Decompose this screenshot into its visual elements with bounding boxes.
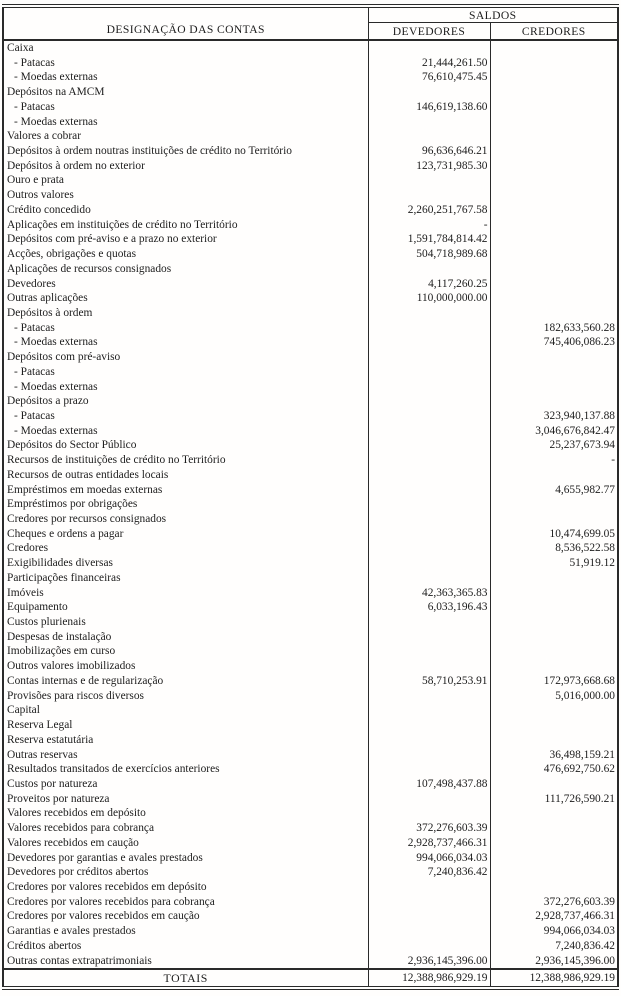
credores-value-cell (490, 291, 618, 306)
account-name-cell: Outros valores imobilizados (3, 659, 368, 674)
table-row (3, 40, 618, 56)
credores-value-cell (490, 380, 618, 395)
credores-value-cell: 745,406,086.23 (543, 336, 615, 349)
account-name-cell: Credores (3, 541, 368, 556)
table-row (3, 541, 618, 556)
account-name-cell: Custos plurienais (3, 615, 368, 630)
account-name-cell: Garantias e avales prestados (3, 924, 368, 939)
account-name-cell: Equipamento (3, 600, 368, 615)
account-name-cell: Recursos de instituições de crédito no Território (3, 453, 368, 468)
devedores-column-header: DEVEDORES (368, 23, 490, 41)
credores-value-cell: 372,276,603.39 (543, 895, 615, 908)
account-name-cell: Empréstimos por obrigações (3, 497, 368, 512)
credores-value-cell (490, 821, 618, 836)
credores-value-cell (490, 600, 618, 615)
account-name-cell: Depósitos na AMCM (3, 85, 368, 100)
credores-value-cell (490, 659, 618, 674)
devedores-value-cell (368, 512, 490, 527)
credores-value-cell: 4,655,982.77 (555, 483, 615, 496)
account-name-cell: Credores por valores recebidos para cobrança (3, 895, 368, 910)
table-row (3, 56, 618, 71)
account-name-cell: Recursos de outras entidades locais (3, 468, 368, 483)
account-name-cell: Crédito concedido (3, 203, 368, 218)
devedores-value-cell (368, 541, 490, 556)
account-name-cell: Ouro e prata (3, 173, 368, 188)
table-row (3, 571, 618, 586)
table-row (3, 232, 618, 247)
credores-value-cell: 5,016,000.00 (555, 689, 615, 702)
credores-value-cell (490, 836, 618, 851)
table-row (3, 291, 618, 306)
table-row (3, 880, 618, 895)
table-row (3, 394, 618, 409)
devedores-value-cell: 2,928,737,466.31 (368, 836, 490, 851)
credores-value-cell: 25,237,673.94 (549, 439, 615, 452)
credores-value-cell (490, 173, 618, 188)
table-header (3, 6, 618, 40)
credores-value-cell (490, 615, 618, 630)
totals-devedores-value: 12,388,986,929.19 (368, 969, 490, 988)
credores-value-cell (490, 777, 618, 792)
account-name-cell: - Patacas (3, 100, 368, 115)
devedores-value-cell: 76,610,475.45 (368, 70, 490, 85)
account-name-cell: Reserva Legal (3, 718, 368, 733)
devedores-value-cell: 4,117,260.25 (368, 277, 490, 292)
credores-value-cell (490, 733, 618, 748)
account-name-cell: Devedores (3, 277, 368, 292)
account-name-cell: Valores recebidos para cobrança (3, 821, 368, 836)
table-row (3, 644, 618, 659)
credores-value-cell (490, 100, 618, 115)
credores-value-cell (490, 277, 618, 292)
account-name-cell: Depósitos com pré-aviso (3, 350, 368, 365)
table-row (3, 70, 618, 85)
account-name-cell: Outras aplicações (3, 291, 368, 306)
account-name-cell: Provisões para riscos diversos (3, 689, 368, 704)
table-row (3, 144, 618, 159)
table-row (3, 954, 618, 970)
devedores-value-cell: 96,636,646.21 (368, 144, 490, 159)
table-row (3, 556, 618, 571)
account-name-cell: Depósitos com pré-aviso e a prazo no exterior (3, 232, 368, 247)
totals-label: TOTAIS (3, 969, 368, 988)
table-row (3, 689, 618, 704)
credores-value-cell (490, 247, 618, 262)
devedores-value-cell (368, 909, 490, 924)
table-row (3, 218, 618, 233)
credores-value-cell (490, 468, 618, 483)
devedores-value-cell: 504,718,989.68 (368, 247, 490, 262)
table-row (3, 188, 618, 203)
table-row (3, 600, 618, 615)
devedores-value-cell: 146,619,138.60 (368, 100, 490, 115)
account-name-cell: Aplicações em instituições de crédito no Território (3, 218, 368, 233)
credores-value-cell (490, 851, 618, 866)
credores-value-cell (490, 865, 618, 880)
table-row (3, 895, 618, 910)
account-name-cell: Imóveis (3, 586, 368, 601)
devedores-value-cell: 2,260,251,767.58 (368, 203, 490, 218)
credores-value-cell (490, 188, 618, 203)
devedores-value-cell (368, 615, 490, 630)
table-row (3, 409, 618, 424)
credores-value-cell (490, 56, 618, 71)
account-name-cell: Depósitos à ordem no exterior (3, 159, 368, 174)
table-row (3, 630, 618, 645)
table-row (3, 615, 618, 630)
table-row (3, 527, 618, 542)
table-row (3, 851, 618, 866)
table-row (3, 748, 618, 763)
account-name-cell: Proveitos por natureza (3, 792, 368, 807)
account-name-cell: Depósitos à ordem noutras instituições de crédito no Território (3, 144, 368, 159)
totals-row (3, 969, 618, 988)
credores-value-cell (490, 703, 618, 718)
table-row (3, 438, 618, 453)
table-row (3, 100, 618, 115)
table-row (3, 453, 618, 468)
account-name-cell: Empréstimos em moedas externas (3, 483, 368, 498)
table-row (3, 659, 618, 674)
credores-column-header: CREDORES (490, 23, 618, 41)
table-row (3, 836, 618, 851)
account-name-cell: Acções, obrigações e quotas (3, 247, 368, 262)
devedores-value-cell (368, 409, 490, 424)
devedores-value-cell: 7,240,836.42 (368, 865, 490, 880)
account-name-cell: Cheques e ordens a pagar (3, 527, 368, 542)
credores-value-cell: 7,240,836.42 (555, 939, 615, 952)
devedores-value-cell (368, 939, 490, 954)
devedores-value-cell: 123,731,985.30 (368, 159, 490, 174)
account-name-cell: Devedores por garantias e avales prestados (3, 851, 368, 866)
devedores-value-cell (368, 762, 490, 777)
table-row (3, 321, 618, 336)
devedores-value-cell (368, 40, 490, 56)
devedores-value-cell (368, 365, 490, 380)
devedores-value-cell: 42,363,365.83 (368, 586, 490, 601)
credores-value-cell (490, 806, 618, 821)
table-row (3, 806, 618, 821)
table-row (3, 85, 618, 100)
credores-value-cell (490, 365, 618, 380)
devedores-value-cell (368, 659, 490, 674)
credores-value-cell (490, 159, 618, 174)
table-row (3, 777, 618, 792)
devedores-value-cell (368, 556, 490, 571)
devedores-value-cell (368, 306, 490, 321)
credores-value-cell (490, 630, 618, 645)
credores-value-cell (490, 40, 618, 56)
devedores-value-cell: 107,498,437.88 (368, 777, 490, 792)
credores-value-cell (490, 571, 618, 586)
accounts-table (2, 4, 619, 990)
devedores-value-cell (368, 262, 490, 277)
credores-value-cell (490, 497, 618, 512)
credores-value-cell: 172,973,668.68 (543, 674, 615, 687)
devedores-value-cell (368, 880, 490, 895)
credores-value-cell: 111,726,590.21 (544, 792, 615, 805)
devedores-value-cell (368, 718, 490, 733)
table-row (3, 762, 618, 777)
designation-header: DESIGNAÇÃO DAS CONTAS (3, 6, 368, 40)
table-row (3, 380, 618, 395)
table-row (3, 483, 618, 498)
account-name-cell: Depósitos à ordem (3, 306, 368, 321)
account-name-cell: Valores recebidos em depósito (3, 806, 368, 821)
account-name-cell: Aplicações de recursos consignados (3, 262, 368, 277)
account-name-cell: Reserva estatutária (3, 733, 368, 748)
account-name-cell: Participações financeiras (3, 571, 368, 586)
account-name-cell: Credores por valores recebidos em caução (3, 909, 368, 924)
credores-value-cell: 10,474,699.05 (549, 527, 615, 540)
account-name-cell: - Moedas externas (3, 70, 368, 85)
devedores-value-cell (368, 748, 490, 763)
credores-value-cell (490, 85, 618, 100)
table-row (3, 335, 618, 350)
account-name-cell: Créditos abertos (3, 939, 368, 954)
devedores-value-cell (368, 792, 490, 807)
account-name-cell: - Patacas (3, 321, 368, 336)
devedores-value-cell (368, 424, 490, 439)
account-name-cell: Depósitos a prazo (3, 394, 368, 409)
devedores-value-cell (368, 571, 490, 586)
devedores-value-cell (368, 380, 490, 395)
table-row (3, 703, 618, 718)
devedores-value-cell (368, 85, 490, 100)
account-name-cell: Capital (3, 703, 368, 718)
table-row (3, 733, 618, 748)
devedores-value-cell: 994,066,034.03 (368, 851, 490, 866)
table-row (3, 586, 618, 601)
table-row (3, 924, 618, 939)
credores-value-cell: 3,046,676,842.47 (535, 424, 615, 437)
credores-value-cell: 2,928,737,466.31 (535, 910, 615, 923)
table-row (3, 718, 618, 733)
credores-value-cell (490, 262, 618, 277)
credores-value-cell (490, 144, 618, 159)
devedores-value-cell: 58,710,253.91 (368, 674, 490, 689)
account-name-cell: Custos por natureza (3, 777, 368, 792)
devedores-value-cell (368, 115, 490, 130)
accounts-body (3, 40, 618, 969)
devedores-value-cell (368, 689, 490, 704)
table-footer (3, 969, 618, 988)
table-row (3, 424, 618, 439)
devedores-value-cell (368, 350, 490, 365)
devedores-value-cell (368, 453, 490, 468)
account-name-cell: Imobilizações em curso (3, 644, 368, 659)
table-row (3, 939, 618, 954)
credores-value-cell (490, 232, 618, 247)
account-name-cell: - Moedas externas (3, 424, 368, 439)
account-name-cell: Credores por recursos consignados (3, 512, 368, 527)
table-row (3, 674, 618, 689)
devedores-value-cell (368, 527, 490, 542)
devedores-value-cell (368, 806, 490, 821)
devedores-value-cell (368, 188, 490, 203)
account-name-cell: Credores por valores recebidos em depósito (3, 880, 368, 895)
devedores-value-cell (368, 895, 490, 910)
account-name-cell: Contas internas e de regularização (3, 674, 368, 689)
devedores-value-cell (368, 468, 490, 483)
devedores-value-cell: - (368, 218, 490, 233)
credores-value-cell (490, 718, 618, 733)
account-name-cell: - Moedas externas (3, 115, 368, 130)
table-row (3, 865, 618, 880)
credores-value-cell (490, 394, 618, 409)
table-row (3, 277, 618, 292)
account-name-cell: Despesas de instalação (3, 630, 368, 645)
devedores-value-cell (368, 335, 490, 350)
credores-value-cell: 8,536,522.58 (555, 542, 615, 555)
credores-value-cell: 182,633,560.28 (543, 321, 615, 334)
credores-value-cell: 2,936,145,396.00 (535, 954, 615, 967)
credores-value-cell: - (611, 454, 615, 467)
totals-credores-value: 12,388,986,929.19 (490, 969, 618, 988)
credores-value-cell (490, 586, 618, 601)
credores-value-cell (490, 129, 618, 144)
devedores-value-cell (368, 394, 490, 409)
account-name-cell: Outros valores (3, 188, 368, 203)
credores-value-cell (490, 115, 618, 130)
devedores-value-cell (368, 703, 490, 718)
credores-value-cell: 476,692,750.62 (543, 763, 615, 776)
devedores-value-cell (368, 924, 490, 939)
account-name-cell: Outras reservas (3, 748, 368, 763)
table-row (3, 262, 618, 277)
credores-value-cell: 36,498,159.21 (549, 748, 615, 761)
table-row (3, 512, 618, 527)
table-row (3, 159, 618, 174)
saldos-header: SALDOS (368, 6, 618, 23)
devedores-value-cell: 372,276,603.39 (368, 821, 490, 836)
account-name-cell: Valores a cobrar (3, 129, 368, 144)
credores-value-cell (490, 218, 618, 233)
table-row (3, 350, 618, 365)
devedores-value-cell: 21,444,261.50 (368, 56, 490, 71)
table-row (3, 115, 618, 130)
table-row (3, 173, 618, 188)
credores-value-cell (490, 644, 618, 659)
credores-value-cell: 994,066,034.03 (543, 925, 615, 938)
credores-value-cell (490, 203, 618, 218)
devedores-value-cell (368, 438, 490, 453)
account-name-cell: Depósitos do Sector Público (3, 438, 368, 453)
account-name-cell: Devedores por créditos abertos (3, 865, 368, 880)
account-name-cell: Caixa (3, 40, 368, 56)
table-row (3, 468, 618, 483)
account-name-cell: Valores recebidos em caução (3, 836, 368, 851)
devedores-value-cell (368, 630, 490, 645)
devedores-value-cell (368, 497, 490, 512)
devedores-value-cell (368, 321, 490, 336)
credores-value-cell: 51,919.12 (569, 557, 615, 570)
account-name-cell: - Patacas (3, 56, 368, 71)
table-row (3, 365, 618, 380)
table-row (3, 792, 618, 807)
account-name-cell: - Moedas externas (3, 380, 368, 395)
table-row (3, 497, 618, 512)
account-name-cell: Outras contas extrapatrimoniais (3, 954, 368, 970)
account-name-cell: - Moedas externas (3, 335, 368, 350)
devedores-value-cell: 1,591,784,814.42 (368, 232, 490, 247)
account-name-cell: Exigibilidades diversas (3, 556, 368, 571)
table-row (3, 909, 618, 924)
credores-value-cell (490, 350, 618, 365)
credores-value-cell (490, 306, 618, 321)
devedores-value-cell: 6,033,196.43 (368, 600, 490, 615)
credores-value-cell (490, 880, 618, 895)
credores-value-cell (490, 512, 618, 527)
table-row (3, 129, 618, 144)
table-row (3, 306, 618, 321)
table-row (3, 821, 618, 836)
devedores-value-cell (368, 129, 490, 144)
devedores-value-cell (368, 483, 490, 498)
devedores-value-cell (368, 173, 490, 188)
account-name-cell: Resultados transitados de exercícios anteriores (3, 762, 368, 777)
devedores-value-cell: 110,000,000.00 (368, 291, 490, 306)
table-row (3, 247, 618, 262)
devedores-value-cell: 2,936,145,396.00 (368, 954, 490, 970)
devedores-value-cell (368, 644, 490, 659)
account-name-cell: - Patacas (3, 409, 368, 424)
devedores-value-cell (368, 733, 490, 748)
account-name-cell: - Patacas (3, 365, 368, 380)
credores-value-cell: 323,940,137.88 (543, 409, 615, 422)
table-row (3, 203, 618, 218)
credores-value-cell (490, 70, 618, 85)
